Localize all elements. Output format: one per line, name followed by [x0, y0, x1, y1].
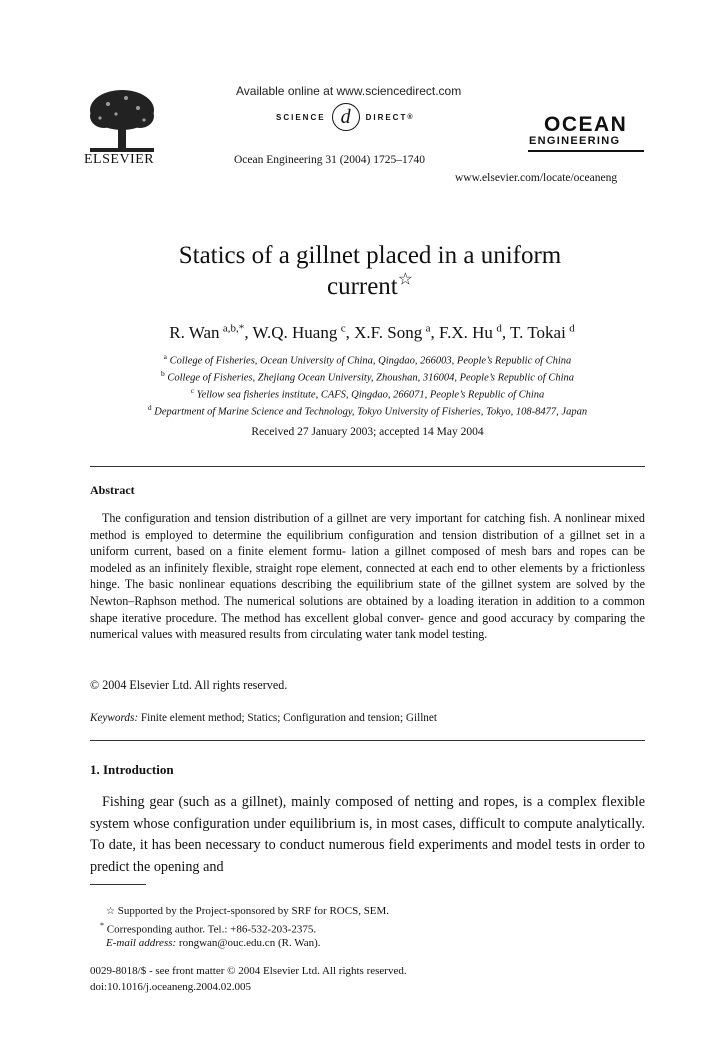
author-affiliation-marks: a — [425, 322, 431, 334]
author-name: R. Wan — [169, 322, 220, 342]
abstract-heading: Abstract — [90, 483, 135, 497]
article-title — [90, 240, 650, 302]
journal-citation: Ocean Engineering 31 (2004) 1725–1740 — [234, 154, 425, 166]
abstract-body — [90, 510, 645, 643]
author-list — [92, 322, 652, 343]
author-affiliation-marks: d — [496, 322, 502, 334]
affiliation-text: Department of Marine Science and Technology, Tokyo University of Fisheries, Tokyo, 108-8477, Japan — [154, 406, 588, 418]
section-heading-introduction: 1. Introduction — [90, 762, 174, 777]
received-dates: Received 27 January 2003; accepted 14 May 2004 — [251, 426, 484, 438]
text-line: lation a gillnet composed of mesh bars and ropes can be modeled as an infinitely flexible, — [90, 544, 646, 575]
author-affiliation-marks: a,b,* — [222, 322, 245, 334]
availability-notice: Available online at www.sciencedirect.com — [236, 84, 462, 98]
affiliation-text: College of Fisheries, Zhejiang Ocean University, Zhoushan, 316004, People’s Republic of China — [167, 372, 574, 384]
journal-logo-bottom: ENGINEERING — [529, 135, 621, 147]
text-line: difficult to compute analytically. To date, it has been necessary to conduct — [90, 815, 645, 853]
author — [439, 323, 510, 342]
footnote-asterisk: * — [100, 921, 104, 930]
email-label: E-mail address: — [106, 937, 177, 949]
text-line: basic nonlinear equations describing the equilibrium state of the gillnet system are solved by — [148, 577, 625, 592]
affiliation-d — [90, 403, 645, 420]
journal-logo-top: OCEAN — [544, 113, 628, 136]
affiliation-text: College of Fisheries, Ocean University of China, Qingdao, 266003, People’s Republic of China — [169, 355, 572, 367]
footnote-funding — [106, 905, 389, 917]
sciencedirect-d-mark: d — [332, 103, 360, 131]
abstract-paragraph — [90, 510, 645, 643]
author-affiliation-marks: c — [340, 322, 346, 334]
affiliation-b — [90, 369, 645, 386]
issn-line: 0029-8018/$ - see front matter © 2004 Elsevier Ltd. All rights reserved. — [90, 965, 407, 977]
author-name: W.Q. Huang — [252, 322, 338, 342]
author-separator: , — [501, 322, 511, 342]
text-line: in addition to a common shape iterative procedure. The method has excellent global conver- — [90, 593, 645, 625]
affiliation-mark: b — [160, 369, 165, 378]
author-name: T. Tokai — [510, 322, 566, 342]
text-line: circulating water tank model testing. — [310, 627, 488, 642]
affiliation-mark: d — [147, 403, 152, 412]
text-line: gence and good accuracy by comparing the numerical values with measured results from — [90, 610, 645, 642]
keywords-label: Keywords: — [90, 712, 139, 724]
author — [253, 323, 355, 342]
text-line: the Newton–Raphson method. The numerical solutions are obtained by a loading iteration — [90, 577, 645, 608]
divider-bottom — [90, 740, 645, 741]
footnote-corresponding — [100, 921, 316, 936]
affiliation-a — [90, 352, 645, 369]
keywords-text: Finite element method; Statics; Configuration and tension; Gillnet — [140, 712, 437, 724]
title-footnote-star-icon[interactable]: ☆ — [397, 269, 414, 289]
text-line: tension distribution of a gillnet set in a uniform current, based on a finite element formu- — [90, 527, 645, 559]
footnote-funding-text: Supported by the Project-sponsored by SRF for ROCS, SEM. — [117, 905, 390, 917]
affiliation-text: Yellow sea fisheries institute, CAFS, Qingdao, 266071, People’s Republic of China — [196, 389, 545, 401]
affiliations — [90, 352, 645, 420]
footnote-corresponding-text: Corresponding author. Tel.: +86-532-203-2375. — [106, 923, 317, 936]
sciencedirect-right-word: DIRECT — [365, 112, 408, 122]
journal-url[interactable]: www.elsevier.com/locate/oceaneng — [455, 172, 618, 184]
author-name: F.X. Hu — [439, 322, 493, 342]
text-line: Fishing gear (such as a gillnet), mainly composed of netting and ropes, is a — [102, 794, 544, 810]
text-line: straight rope element, connected at each end to other elements by a frictionless hinge. The — [90, 560, 645, 592]
text-line: fish. A nonlinear mixed method is employed to determine the equilibrium configuration and — [90, 511, 645, 542]
elsevier-tree-logo — [86, 86, 158, 156]
abstract-copyright: © 2004 Elsevier Ltd. All rights reserved. — [90, 678, 288, 692]
affiliation-c — [90, 386, 645, 403]
introduction-body — [90, 792, 645, 878]
sciencedirect-left-word: SCIENCE — [276, 112, 326, 122]
author-affiliation-marks: d — [569, 322, 575, 334]
journal-logo-rule — [528, 150, 644, 152]
text-line: The configuration and tension distribution of a gillnet are very important for catching — [102, 511, 526, 525]
introduction-paragraph — [90, 792, 645, 878]
text-line: complex flexible system whose configuration under equilibrium is, in most cases, — [90, 794, 646, 832]
author-separator: , — [430, 322, 440, 342]
title-line-2-text: current — [326, 273, 398, 300]
sciencedirect-logo — [276, 102, 441, 132]
affiliation-mark: c — [190, 386, 195, 395]
title-line-2 — [90, 271, 650, 302]
footnote-rule — [90, 884, 146, 885]
keywords — [90, 712, 437, 724]
title-line-1: Statics of a gillnet placed in a uniform — [178, 242, 562, 269]
footnote-email — [106, 937, 321, 949]
publisher-name: ELSEVIER — [84, 152, 155, 167]
affiliation-mark: a — [163, 352, 168, 361]
email-address[interactable]: rongwan@ouc.edu.cn (R. Wan). — [178, 937, 321, 949]
text-line: numerous field experiments and model tests in order to predict the opening and — [90, 837, 645, 875]
author — [354, 323, 439, 342]
divider-top — [90, 466, 645, 467]
author-separator: , — [244, 322, 253, 342]
registered-mark: ® — [407, 113, 413, 121]
author — [169, 323, 252, 342]
author-name: X.F. Song — [354, 322, 423, 342]
author — [510, 323, 575, 342]
footnote-star-icon: ☆ — [106, 906, 115, 917]
doi-line[interactable]: doi:10.1016/j.oceaneng.2004.02.005 — [90, 981, 252, 993]
author-separator: , — [345, 322, 355, 342]
